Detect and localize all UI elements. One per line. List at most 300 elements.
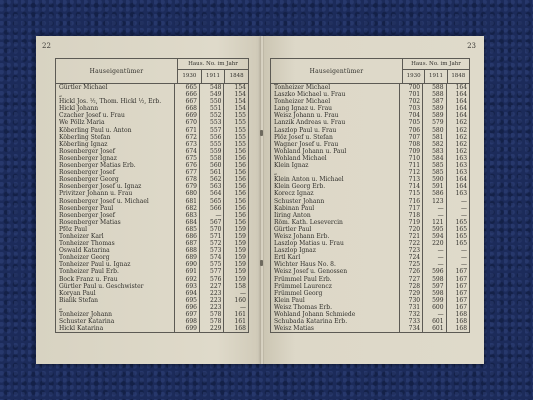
table-row xyxy=(271,155,469,162)
owner-cell: Gürtler Michael xyxy=(56,84,175,91)
house-no-1911-cell: 223 xyxy=(200,297,225,304)
table-row xyxy=(56,190,248,197)
house-no-1911-cell: 570 xyxy=(200,226,225,233)
house-no-1930-cell: 728 xyxy=(400,283,423,290)
house-no-1930-cell: 723 xyxy=(400,247,423,254)
house-no-1848-cell: 163 xyxy=(455,190,468,198)
house-no-1848-cell: 156 xyxy=(234,169,246,177)
table-row xyxy=(271,119,469,126)
house-no-1911-cell: 567 xyxy=(200,219,225,226)
house-no-1930-cell: 719 xyxy=(400,219,423,226)
table-row xyxy=(56,240,248,247)
house-no-1930-cell: 708 xyxy=(400,141,423,148)
house-no-1930-cell: 671 xyxy=(175,127,200,134)
house-no-1930-cell: 689 xyxy=(175,254,200,261)
house-no-1848-cell: 159 xyxy=(234,268,246,276)
house-no-1930-cell: 678 xyxy=(175,176,200,183)
house-no-1930-cell: 688 xyxy=(175,247,200,254)
house-no-1911-cell: 582 xyxy=(423,141,446,148)
owner-cell: Köberling Paul u. Anton xyxy=(56,127,175,134)
house-no-1911-cell: 560 xyxy=(200,162,225,169)
house-no-1930-cell: 703 xyxy=(400,105,423,112)
house-no-1911-cell: 587 xyxy=(423,98,446,105)
house-no-1848-cell: 167 xyxy=(455,275,468,283)
table-row xyxy=(56,112,248,119)
house-no-1848-cell: 154 xyxy=(234,91,246,99)
house-no-1911-cell: 575 xyxy=(200,261,225,268)
house-no-1911-cell: 585 xyxy=(423,169,446,176)
house-no-1911-cell: 598 xyxy=(423,290,446,297)
owner-cell: Koryan Paul xyxy=(56,290,175,297)
table-row xyxy=(271,268,469,275)
house-no-1911-cell: 590 xyxy=(423,176,446,183)
owner-cell: Laszlop Ignaz xyxy=(271,247,400,254)
table-row xyxy=(56,325,248,332)
house-no-1930-cell: 665 xyxy=(175,84,200,91)
house-no-1930-cell: 717 xyxy=(400,205,423,212)
house-no-1911-cell: 565 xyxy=(200,198,225,205)
table-row xyxy=(56,268,248,275)
binding-gutter xyxy=(260,36,264,364)
house-no-1848-cell: 167 xyxy=(455,268,468,276)
table-row xyxy=(271,141,469,148)
owner-cell: Iiring Anton xyxy=(271,212,400,219)
table-row xyxy=(271,105,469,112)
house-no-1911-cell: 549 xyxy=(200,91,225,98)
house-no-1930-cell: 692 xyxy=(175,276,200,283)
table-row xyxy=(56,119,248,126)
owner-cell: Pföz Paul xyxy=(56,226,175,233)
page-number: 23 xyxy=(467,42,476,50)
owner-cell: Tonheizer Johann xyxy=(56,311,175,318)
house-no-1930-cell: 714 xyxy=(400,183,423,190)
house-no-1911-cell: 597 xyxy=(423,283,446,290)
owner-cell: Schubada Katarina Erb. xyxy=(271,318,400,325)
owner-cell: Hickl Jos. ½, Thom. Hickl ½, Erb. xyxy=(56,98,175,105)
owner-cell: Plöz Josef u. Stefan xyxy=(271,134,400,141)
house-no-1911-cell: — xyxy=(200,212,225,219)
column-group-label: Haus. No. im Jahr xyxy=(178,59,248,70)
house-no-1930-cell: 727 xyxy=(400,276,423,283)
table-row xyxy=(271,247,469,254)
house-no-1930-cell: 702 xyxy=(400,98,423,105)
house-no-1930-cell: 720 xyxy=(400,226,423,233)
table-row xyxy=(271,112,469,119)
house-no-1930-cell: 676 xyxy=(175,162,200,169)
owner-cell: Gürtler Paul xyxy=(271,226,400,233)
owner-cell: Wohland Johann Schmiede xyxy=(271,311,400,318)
column-group-label: Haus. No. im Jahr xyxy=(403,59,469,70)
house-no-1911-cell: 599 xyxy=(423,297,446,304)
right-page xyxy=(262,36,484,364)
table-row xyxy=(271,91,469,98)
house-no-1911-cell: 595 xyxy=(423,226,446,233)
house-no-1911-cell: 578 xyxy=(200,311,225,318)
house-no-1930-cell: 691 xyxy=(175,268,200,275)
house-no-1848-cell: 162 xyxy=(455,126,468,134)
table-row xyxy=(271,84,469,91)
house-no-1848-cell: 162 xyxy=(455,140,468,148)
house-no-1848-cell: 168 xyxy=(455,311,468,318)
house-no-1848-cell: — xyxy=(461,254,468,262)
table-row xyxy=(56,134,248,141)
table-body xyxy=(271,84,469,332)
house-no-1848-cell: 167 xyxy=(455,282,468,290)
house-no-1848-cell: 167 xyxy=(455,296,468,304)
house-no-1848-cell: — xyxy=(461,247,468,255)
house-no-1911-cell: 223 xyxy=(200,304,225,311)
house-no-1848-cell: — xyxy=(239,289,246,297)
house-no-1848-cell: 155 xyxy=(234,140,246,148)
house-no-1848-cell: 164 xyxy=(455,112,468,120)
house-no-1930-cell: 680 xyxy=(175,190,200,197)
table-row xyxy=(271,219,469,226)
house-no-1911-cell: 586 xyxy=(423,190,446,197)
table-row xyxy=(271,311,469,318)
owner-cell: Schuster Johann xyxy=(271,198,400,205)
owner-cell: Schuster Katarina xyxy=(56,318,175,325)
owner-cell: Köberling Ignaz xyxy=(56,141,175,148)
owner-cell: Tonheizer Georg xyxy=(56,254,175,261)
house-no-1848-cell: 168 xyxy=(234,325,246,333)
house-no-1911-cell: 566 xyxy=(200,205,225,212)
table-row xyxy=(56,283,248,290)
house-no-1848-cell: — xyxy=(461,261,468,269)
table-row xyxy=(56,261,248,268)
house-no-1848-cell: 165 xyxy=(455,225,468,233)
house-no-1911-cell: 580 xyxy=(423,127,446,134)
column-group-house-numbers xyxy=(178,59,248,83)
house-no-1848-cell: 155 xyxy=(234,119,246,127)
owner-cell: Klein Anton u. Michael xyxy=(271,176,400,183)
table-row xyxy=(56,91,248,98)
house-no-1930-cell: 699 xyxy=(175,325,200,332)
house-no-1848-cell: 156 xyxy=(234,183,246,191)
house-no-1911-cell: 576 xyxy=(200,276,225,283)
house-no-1930-cell: 687 xyxy=(175,240,200,247)
house-no-1848-cell: 162 xyxy=(455,133,468,141)
column-header-year: 1911 xyxy=(201,70,225,83)
owner-cell: Weisz Matias xyxy=(271,325,400,332)
house-no-1911-cell: 588 xyxy=(423,84,446,91)
owner-cell: „ xyxy=(56,91,175,98)
house-no-1911-cell: 596 xyxy=(423,268,446,275)
house-no-1930-cell: 718 xyxy=(400,212,423,219)
house-no-1848-cell: 156 xyxy=(234,190,246,198)
open-booklet xyxy=(36,36,484,364)
house-no-1848-cell: 163 xyxy=(455,154,468,162)
house-no-1848-cell: 167 xyxy=(455,289,468,297)
house-no-1848-cell: — xyxy=(461,197,468,205)
house-no-1911-cell: 553 xyxy=(200,119,225,126)
house-no-1930-cell: 706 xyxy=(400,127,423,134)
house-no-1848-cell: 156 xyxy=(234,176,246,184)
house-no-1911-cell: 585 xyxy=(423,162,446,169)
column-header-owner: Hauseigentümer xyxy=(271,59,403,83)
table-row xyxy=(56,318,248,325)
owner-cell: Korecz Ignaz xyxy=(271,190,400,197)
table-row xyxy=(271,276,469,283)
house-no-1848-cell: 155 xyxy=(234,126,246,134)
house-no-1911-cell: 572 xyxy=(200,240,225,247)
owner-cell: Wohland Michael xyxy=(271,155,400,162)
owner-cell: Röm. Kath. Lesevercin xyxy=(271,219,400,226)
owner-cell: Frümmel Laurencz xyxy=(271,283,400,290)
house-no-1848-cell: 155 xyxy=(234,112,246,120)
house-no-1930-cell: 696 xyxy=(175,304,200,311)
owner-cell: Weisz Johann u. Frau xyxy=(271,112,400,119)
table-row xyxy=(56,176,248,183)
house-no-1848-cell: 161 xyxy=(234,318,246,326)
house-no-1848-cell: 159 xyxy=(234,261,246,269)
house-no-1848-cell: 164 xyxy=(455,183,468,191)
house-no-1930-cell: 681 xyxy=(175,198,200,205)
table-body xyxy=(56,84,248,332)
house-no-1848-cell: 159 xyxy=(234,240,246,248)
house-no-1848-cell: 155 xyxy=(234,133,246,141)
table-row xyxy=(271,290,469,297)
house-no-1848-cell: — xyxy=(461,211,468,219)
house-no-1930-cell: 684 xyxy=(175,219,200,226)
owner-cell: Tonheizer Paul u. Ignaz xyxy=(56,261,175,268)
house-no-1930-cell: 685 xyxy=(175,226,200,233)
house-no-1911-cell: 557 xyxy=(200,127,225,134)
owner-cell: Wohland Johann u. Paul xyxy=(271,148,400,155)
house-no-1930-cell: 701 xyxy=(400,91,423,98)
house-no-1911-cell: — xyxy=(423,261,446,268)
house-no-1848-cell: 162 xyxy=(455,119,468,127)
owner-cell: Bialik Stefan xyxy=(56,297,175,304)
house-no-1930-cell: 686 xyxy=(175,233,200,240)
house-no-1848-cell: 164 xyxy=(455,98,468,106)
staple-hole xyxy=(258,258,266,268)
house-no-1930-cell: 726 xyxy=(400,268,423,275)
owner-cell: Rosenberger Matias xyxy=(56,219,175,226)
house-no-1848-cell: 154 xyxy=(234,84,246,91)
table-row xyxy=(271,198,469,205)
house-no-1848-cell: 164 xyxy=(455,176,468,184)
house-no-1848-cell: 163 xyxy=(455,169,468,177)
house-no-1911-cell: 562 xyxy=(200,176,225,183)
house-no-1930-cell: 677 xyxy=(175,169,200,176)
table-row xyxy=(56,304,248,311)
table-row xyxy=(271,261,469,268)
house-no-1911-cell: 561 xyxy=(200,169,225,176)
owner-cell: Laszko Michael u. Frau xyxy=(271,91,400,98)
house-no-1930-cell: 697 xyxy=(175,311,200,318)
owner-cell: Rosenberger Ignaz xyxy=(56,155,175,162)
house-no-1930-cell: 712 xyxy=(400,169,423,176)
house-no-1930-cell: 698 xyxy=(175,318,200,325)
owner-cell: Rosenberger Josef xyxy=(56,148,175,155)
column-header-year: 1848 xyxy=(447,70,469,83)
column-group-house-numbers xyxy=(403,59,469,83)
house-no-1848-cell: 158 xyxy=(234,282,246,290)
owner-cell: Tonheizer Paul Erb. xyxy=(56,268,175,275)
house-no-1911-cell: 548 xyxy=(200,84,225,91)
owner-cell: Hickl Katarina xyxy=(56,325,175,332)
house-no-1911-cell: — xyxy=(423,205,446,212)
house-no-1930-cell: 669 xyxy=(175,112,200,119)
house-no-1911-cell: 121 xyxy=(423,219,446,226)
house-no-1911-cell: 220 xyxy=(423,240,446,247)
house-no-1848-cell: 160 xyxy=(234,296,246,304)
column-header-year: 1930 xyxy=(406,73,421,79)
house-no-1911-cell: 600 xyxy=(423,304,446,311)
house-no-1930-cell: 707 xyxy=(400,134,423,141)
house-no-1848-cell: 164 xyxy=(455,105,468,113)
house-no-1911-cell: 574 xyxy=(200,254,225,261)
house-no-1930-cell: 724 xyxy=(400,254,423,261)
house-no-1848-cell: 165 xyxy=(455,240,468,248)
column-header-owner: Hauseigentümer xyxy=(56,59,178,83)
house-no-1848-cell: 168 xyxy=(455,325,468,333)
owners-table xyxy=(55,58,249,333)
table-row xyxy=(56,148,248,155)
table-row xyxy=(271,127,469,134)
house-no-1848-cell: 159 xyxy=(234,275,246,283)
house-no-1930-cell: 732 xyxy=(400,311,423,318)
owner-cell: Rosenberger Josef u. Michael xyxy=(56,198,175,205)
page-number: 22 xyxy=(42,42,51,50)
house-no-1911-cell: 564 xyxy=(200,190,225,197)
house-no-1930-cell: 672 xyxy=(175,134,200,141)
owner-cell: Laszlop Paul u. Frau xyxy=(271,127,400,134)
house-no-1911-cell: 588 xyxy=(423,91,446,98)
house-no-1848-cell: 164 xyxy=(455,91,468,99)
table-row xyxy=(271,183,469,190)
table-row xyxy=(56,169,248,176)
owner-cell: Frümmel Paul Erb. xyxy=(271,276,400,283)
owner-cell: Wichter Haus No. 8. xyxy=(271,261,400,268)
house-no-1930-cell: 733 xyxy=(400,318,423,325)
house-no-1911-cell: 229 xyxy=(200,325,225,332)
house-no-1911-cell: 223 xyxy=(200,290,225,297)
table-row xyxy=(56,105,248,112)
house-no-1911-cell: 577 xyxy=(200,268,225,275)
house-no-1911-cell: 578 xyxy=(200,318,225,325)
house-no-1848-cell: 165 xyxy=(455,218,468,226)
owner-cell: Lang Ignaz u. Frau xyxy=(271,105,400,112)
house-no-1930-cell: 683 xyxy=(175,212,200,219)
table-row xyxy=(271,205,469,212)
house-no-1848-cell: 165 xyxy=(455,232,468,240)
house-no-1930-cell: 725 xyxy=(400,261,423,268)
owner-cell: Ertl Karl xyxy=(271,254,400,261)
owner-cell: Weisz Josef u. Genossen xyxy=(271,268,400,275)
house-no-1848-cell: 168 xyxy=(455,318,468,326)
owner-cell: Klein Georg Erb. xyxy=(271,183,400,190)
house-no-1848-cell: 156 xyxy=(234,162,246,170)
table-row xyxy=(271,325,469,332)
house-no-1911-cell: 573 xyxy=(200,247,225,254)
house-no-1930-cell: 734 xyxy=(400,325,423,332)
house-no-1930-cell: 716 xyxy=(400,198,423,205)
left-page xyxy=(36,36,262,364)
owner-cell: Czacher Josef u. Frau xyxy=(56,112,175,119)
table-row xyxy=(271,190,469,197)
owner-cell: Hickl Johann xyxy=(56,105,175,112)
owner-cell: „ xyxy=(56,304,175,311)
house-no-1848-cell: 159 xyxy=(234,254,246,262)
owner-cell: We Pöllz Maria xyxy=(56,119,175,126)
table-row xyxy=(56,247,248,254)
owner-cell: „ xyxy=(271,169,400,176)
house-no-1911-cell: 591 xyxy=(423,183,446,190)
house-no-1911-cell: 552 xyxy=(200,112,225,119)
owner-cell: Wagner Josef u. Frau xyxy=(271,141,400,148)
house-no-1930-cell: 694 xyxy=(175,290,200,297)
house-no-1848-cell: 156 xyxy=(234,218,246,226)
house-no-1848-cell: — xyxy=(239,303,246,311)
house-no-1930-cell: 670 xyxy=(175,119,200,126)
house-no-1930-cell: 682 xyxy=(175,205,200,212)
house-no-1930-cell: 709 xyxy=(400,148,423,155)
house-no-1848-cell: 167 xyxy=(455,303,468,311)
owner-cell: Tonheizer Michael xyxy=(271,98,400,105)
table-row xyxy=(271,283,469,290)
house-no-1848-cell: 156 xyxy=(234,211,246,219)
house-no-1911-cell: 550 xyxy=(200,98,225,105)
owner-cell: Gürtler Paul u. Geschwister xyxy=(56,283,175,290)
owner-cell: Rosenberger Georg xyxy=(56,176,175,183)
house-no-1930-cell: 679 xyxy=(175,183,200,190)
table-row xyxy=(271,254,469,261)
house-no-1848-cell: 164 xyxy=(455,84,468,91)
house-no-1911-cell: — xyxy=(423,212,446,219)
house-no-1911-cell: 558 xyxy=(200,155,225,162)
house-no-1930-cell: 730 xyxy=(400,297,423,304)
house-no-1911-cell: — xyxy=(423,311,446,318)
table-row xyxy=(271,176,469,183)
house-no-1848-cell: 159 xyxy=(234,232,246,240)
house-no-1911-cell: — xyxy=(423,247,446,254)
table-row xyxy=(56,226,248,233)
house-no-1930-cell: 673 xyxy=(175,141,200,148)
house-no-1930-cell: 695 xyxy=(175,297,200,304)
table-row xyxy=(271,148,469,155)
table-row xyxy=(56,276,248,283)
table-row xyxy=(56,219,248,226)
house-no-1930-cell: 690 xyxy=(175,261,200,268)
owner-cell: Frümmel Georg xyxy=(271,290,400,297)
table-row xyxy=(56,212,248,219)
house-no-1911-cell: 227 xyxy=(200,283,225,290)
table-row xyxy=(56,84,248,91)
house-no-1848-cell: 156 xyxy=(234,197,246,205)
table-row xyxy=(56,98,248,105)
table-row xyxy=(56,297,248,304)
owner-cell: Laszlop Matias u. Frau xyxy=(271,240,400,247)
table-row xyxy=(56,198,248,205)
house-no-1930-cell: 722 xyxy=(400,240,423,247)
house-no-1848-cell: 159 xyxy=(234,225,246,233)
owner-cell: Lanzik Andreas u. Frau xyxy=(271,119,400,126)
house-no-1930-cell: 705 xyxy=(400,119,423,126)
house-no-1930-cell: 704 xyxy=(400,112,423,119)
table-row xyxy=(271,318,469,325)
table-row xyxy=(56,311,248,318)
house-no-1911-cell: 584 xyxy=(423,155,446,162)
table-row xyxy=(56,290,248,297)
staple-hole xyxy=(258,128,266,138)
owner-cell: Weisz Johann Erb. xyxy=(271,233,400,240)
house-no-1930-cell: 729 xyxy=(400,290,423,297)
owner-cell: Tonheizer Thomas xyxy=(56,240,175,247)
table-row xyxy=(271,162,469,169)
house-no-1930-cell: 713 xyxy=(400,176,423,183)
owner-cell: Weisz Thomas Erb. xyxy=(271,304,400,311)
